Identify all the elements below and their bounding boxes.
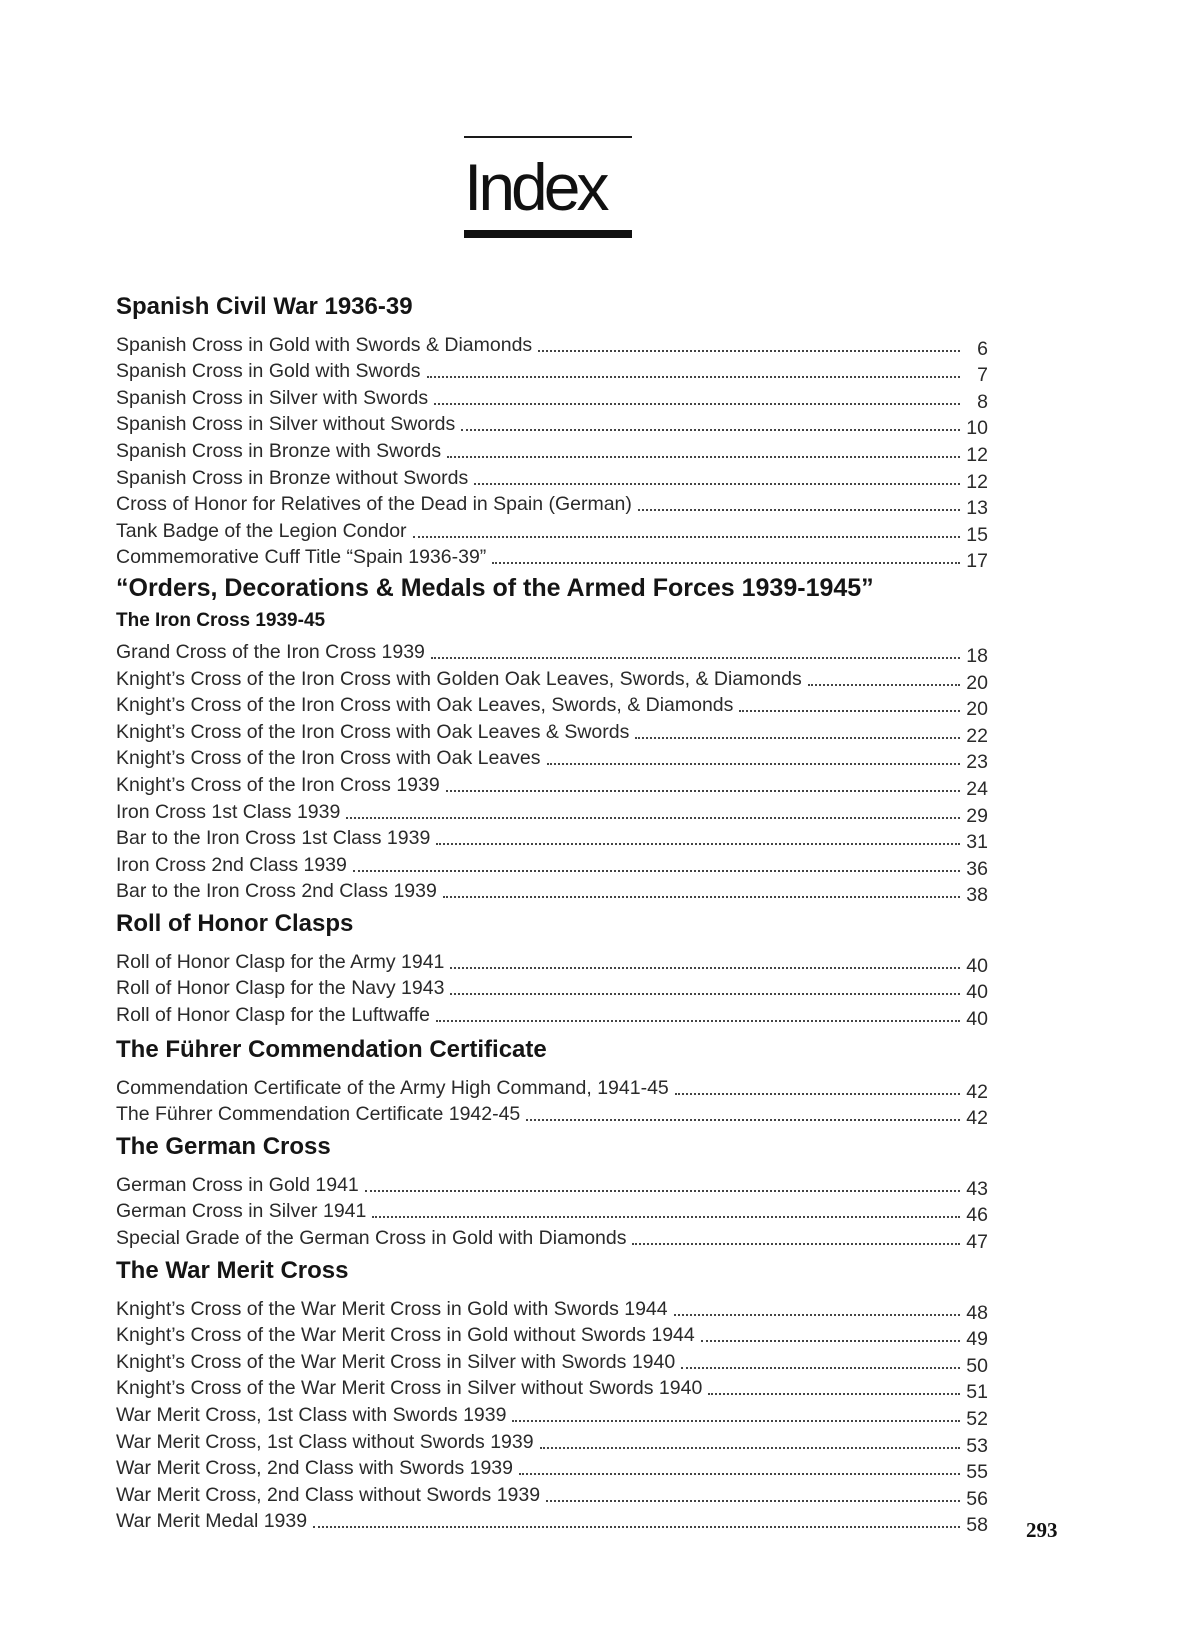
section-title-war-merit-cross: The War Merit Cross: [116, 1257, 349, 1285]
index-entry: [116, 824, 988, 854]
index-entry-page-number: 20: [966, 698, 988, 721]
dot-leader: [450, 967, 960, 969]
section-title-german-cross: The German Cross: [116, 1133, 331, 1161]
title-bottom-rule: [464, 230, 632, 238]
index-entry-label: Knight’s Cross of the War Merit Cross in Silver with Swords 1940: [116, 1350, 676, 1373]
index-entry: [116, 744, 988, 774]
dot-leader: [675, 1093, 960, 1095]
index-entry: [116, 691, 988, 721]
index-entry-label: War Merit Cross, 2nd Class without Swords 1939: [116, 1483, 541, 1506]
index-entry: [116, 410, 988, 440]
index-entry-label: Knight’s Cross of the Iron Cross with Golden Oak Leaves, Swords, & Diamonds: [116, 667, 802, 690]
dot-leader: [547, 763, 961, 765]
index-entry-label: Roll of Honor Clasp for the Navy 1943: [116, 977, 445, 1000]
index-entry: [116, 637, 988, 667]
dot-leader: [526, 1119, 960, 1121]
index-entry-page-number: 36: [966, 857, 988, 880]
index-entry-page-number: 51: [966, 1381, 988, 1404]
index-entry-label: War Merit Medal 1939: [116, 1510, 308, 1533]
index-entry-label: Bar to the Iron Cross 2nd Class 1939: [116, 880, 437, 903]
index-entry-label: War Merit Cross, 2nd Class with Swords 1939: [116, 1457, 513, 1480]
index-entry: [116, 383, 988, 413]
index-entry-label: The Führer Commendation Certificate 1942-45: [116, 1103, 521, 1126]
index-entry-label: Roll of Honor Clasp for the Army 1941: [116, 950, 445, 973]
dot-leader: [681, 1367, 960, 1369]
dot-leader: [427, 376, 960, 378]
index-entry: [116, 330, 988, 360]
index-entry-page-number: 53: [966, 1434, 988, 1457]
index-entry-page-number: 29: [966, 804, 988, 827]
index-entry-page-number: 42: [966, 1080, 988, 1103]
index-entry: [116, 1454, 988, 1484]
index-content: [116, 292, 988, 1537]
dot-leader: [431, 657, 960, 659]
index-entry-page-number: 31: [966, 831, 988, 854]
dot-leader: [474, 483, 960, 485]
index-entry: [116, 357, 988, 387]
dot-leader: [436, 843, 960, 845]
index-entry-label: Commendation Certificate of the Army High Command, 1941-45: [116, 1076, 669, 1099]
dot-leader: [446, 790, 960, 792]
index-entry: [116, 1507, 988, 1537]
section-title-spanish-civil-war: Spanish Civil War 1936-39: [116, 293, 413, 320]
index-entry: [116, 1100, 988, 1130]
dot-leader: [808, 684, 960, 686]
index-entry-label: Spanish Cross in Bronze with Swords: [116, 439, 442, 462]
dot-leader: [546, 1500, 960, 1502]
index-entry-label: German Cross in Silver 1941: [116, 1200, 367, 1223]
index-entry: [116, 1480, 988, 1510]
section-title-roll-of-honor: Roll of Honor Clasps: [116, 910, 354, 938]
dot-leader: [461, 429, 960, 431]
section-list-german-cross: [116, 1170, 988, 1254]
index-entry-page-number: 23: [966, 751, 988, 774]
index-entry-label: Spanish Cross in Gold with Swords: [116, 360, 421, 383]
index-entry: [116, 947, 988, 977]
index-entry-label: German Cross in Gold 1941: [116, 1173, 359, 1196]
dot-leader: [540, 1447, 960, 1449]
dot-leader: [632, 1243, 960, 1245]
index-entry-label: War Merit Cross, 1st Class without Swords 1939: [116, 1430, 534, 1453]
index-entry-page-number: 52: [966, 1408, 988, 1430]
section-list-spanish-civil-war: [116, 330, 988, 573]
index-entry-label: Knight’s Cross of the Iron Cross with Oak Leaves, Swords, & Diamonds: [116, 694, 734, 717]
dot-leader: [447, 456, 960, 458]
index-entry-page-number: 50: [966, 1354, 988, 1377]
index-entry-page-number: 17: [966, 550, 988, 573]
subsection-title-iron-cross: The Iron Cross 1939-45: [116, 610, 326, 632]
page-title: Index: [464, 150, 606, 224]
index-entry-label: Spanish Cross in Bronze without Swords: [116, 466, 469, 489]
index-entry-page-number: 22: [966, 724, 988, 747]
dot-leader: [450, 993, 960, 995]
index-entry-label: Knight’s Cross of the War Merit Cross in Gold without Swords 1944: [116, 1324, 695, 1347]
dot-leader: [492, 562, 960, 564]
index-entry-page-number: 40: [966, 954, 988, 977]
section-list-war-merit-cross: [116, 1294, 988, 1537]
index-entry-label: Commemorative Cuff Title “Spain 1936-39”: [116, 546, 487, 569]
index-entry-label: Special Grade of the German Cross in Gold with Diamonds: [116, 1227, 627, 1250]
index-entry-label: Knight’s Cross of the Iron Cross with Oak Leaves & Swords: [116, 720, 630, 743]
index-entry: [116, 1294, 988, 1324]
index-entry-page-number: 15: [966, 523, 988, 546]
index-entry-page-number: 10: [966, 417, 988, 440]
index-entry: [116, 850, 988, 880]
dot-leader: [313, 1526, 960, 1528]
index-entry: [116, 974, 988, 1004]
index-entry-page-number: 49: [966, 1328, 988, 1351]
dot-leader: [434, 403, 960, 405]
index-entry: [116, 1347, 988, 1377]
index-entry: [116, 463, 988, 493]
index-entry: [116, 717, 988, 747]
dot-leader: [353, 870, 960, 872]
index-entry: [116, 1197, 988, 1227]
index-entry-page-number: 7: [977, 364, 988, 387]
dot-leader: [701, 1340, 960, 1342]
index-entry-page-number: 40: [966, 981, 988, 1004]
index-entry: [116, 1321, 988, 1351]
section-list-roll-of-honor: [116, 947, 988, 1031]
dot-leader: [512, 1420, 960, 1422]
index-entry: [116, 436, 988, 466]
index-entry: [116, 516, 988, 546]
index-entry: [116, 1000, 988, 1031]
index-entry: [116, 664, 988, 694]
index-entry-page-number: 13: [966, 497, 988, 520]
index-entry-page-number: 43: [966, 1177, 988, 1200]
index-entry-page-number: 42: [966, 1107, 988, 1130]
dot-leader: [739, 710, 960, 712]
index-entry-page-number: 56: [966, 1487, 988, 1510]
index-entry-label: Spanish Cross in Silver without Swords: [116, 413, 456, 436]
index-entry: [116, 1223, 988, 1254]
dot-leader: [443, 896, 960, 898]
index-entry-label: Spanish Cross in Gold with Swords & Diamonds: [116, 333, 533, 356]
index-entry-page-number: 46: [966, 1204, 988, 1227]
index-entry-label: Bar to the Iron Cross 1st Class 1939: [116, 827, 431, 850]
index-entry-label: Grand Cross of the Iron Cross 1939: [116, 640, 425, 663]
dot-leader: [708, 1393, 960, 1395]
dot-leader: [519, 1473, 960, 1475]
index-entry: [116, 770, 988, 800]
dot-leader: [674, 1314, 960, 1316]
index-entry: [116, 1400, 988, 1430]
index-entry-label: Tank Badge of the Legion Condor: [116, 519, 407, 542]
index-entry-page-number: 47: [966, 1231, 988, 1254]
index-entry-label: Roll of Honor Clasp for the Luftwaffe: [116, 1004, 430, 1027]
index-entry-page-number: 48: [966, 1301, 988, 1324]
index-entry-label: Knight’s Cross of the War Merit Cross in Silver without Swords 1940: [116, 1377, 703, 1400]
index-header: [464, 136, 632, 238]
index-entry-page-number: 24: [966, 777, 988, 800]
dot-leader: [346, 817, 960, 819]
index-entry-label: Knight’s Cross of the Iron Cross with Oak Leaves: [116, 747, 541, 770]
index-entry-label: Iron Cross 2nd Class 1939: [116, 853, 347, 876]
section-title-fuhrer-commendation: The Führer Commendation Certificate: [116, 1036, 547, 1064]
index-entry: [116, 1374, 988, 1404]
dot-leader: [436, 1020, 960, 1022]
index-entry-label: Knight’s Cross of the War Merit Cross in Gold with Swords 1944: [116, 1297, 668, 1320]
dot-leader: [372, 1216, 960, 1218]
index-entry-label: Spanish Cross in Silver with Swords: [116, 386, 429, 409]
index-entry-label: War Merit Cross, 1st Class with Swords 1939: [116, 1404, 507, 1426]
index-entry: [116, 877, 988, 907]
section-title-orders-decorations: “Orders, Decorations & Medals of the Armed Forces 1939-1945”: [116, 574, 874, 603]
index-entry-page-number: 20: [966, 671, 988, 694]
index-entry-page-number: 38: [966, 884, 988, 907]
index-entry-page-number: 40: [966, 1008, 988, 1031]
section-list-fuhrer-commendation: [116, 1073, 988, 1130]
index-entry-page-number: 58: [966, 1514, 988, 1537]
dot-leader: [413, 536, 960, 538]
index-entry-label: Iron Cross 1st Class 1939: [116, 800, 341, 823]
index-entry: [116, 543, 988, 573]
index-entry-page-number: 6: [977, 337, 988, 360]
dot-leader: [538, 350, 960, 352]
index-entry: [116, 1427, 988, 1457]
index-entry-page-number: 12: [966, 470, 988, 493]
index-entry-page-number: 55: [966, 1461, 988, 1484]
index-entry-page-number: 18: [966, 644, 988, 667]
index-entry-page-number: 12: [966, 443, 988, 466]
index-entry-label: Knight’s Cross of the Iron Cross 1939: [116, 773, 440, 796]
dot-leader: [635, 737, 960, 739]
dot-leader: [365, 1190, 960, 1192]
page-number: 293: [1026, 1518, 1058, 1542]
index-entry: [116, 1073, 988, 1103]
title-top-rule: [464, 136, 632, 138]
section-list-iron-cross: [116, 637, 988, 907]
index-entry: [116, 797, 988, 827]
index-entry: [116, 490, 988, 520]
index-entry-label: Cross of Honor for Relatives of the Dead in Spain (German): [116, 493, 632, 516]
index-entry: [116, 1170, 988, 1200]
index-entry-page-number: 8: [977, 390, 988, 413]
dot-leader: [638, 509, 960, 511]
